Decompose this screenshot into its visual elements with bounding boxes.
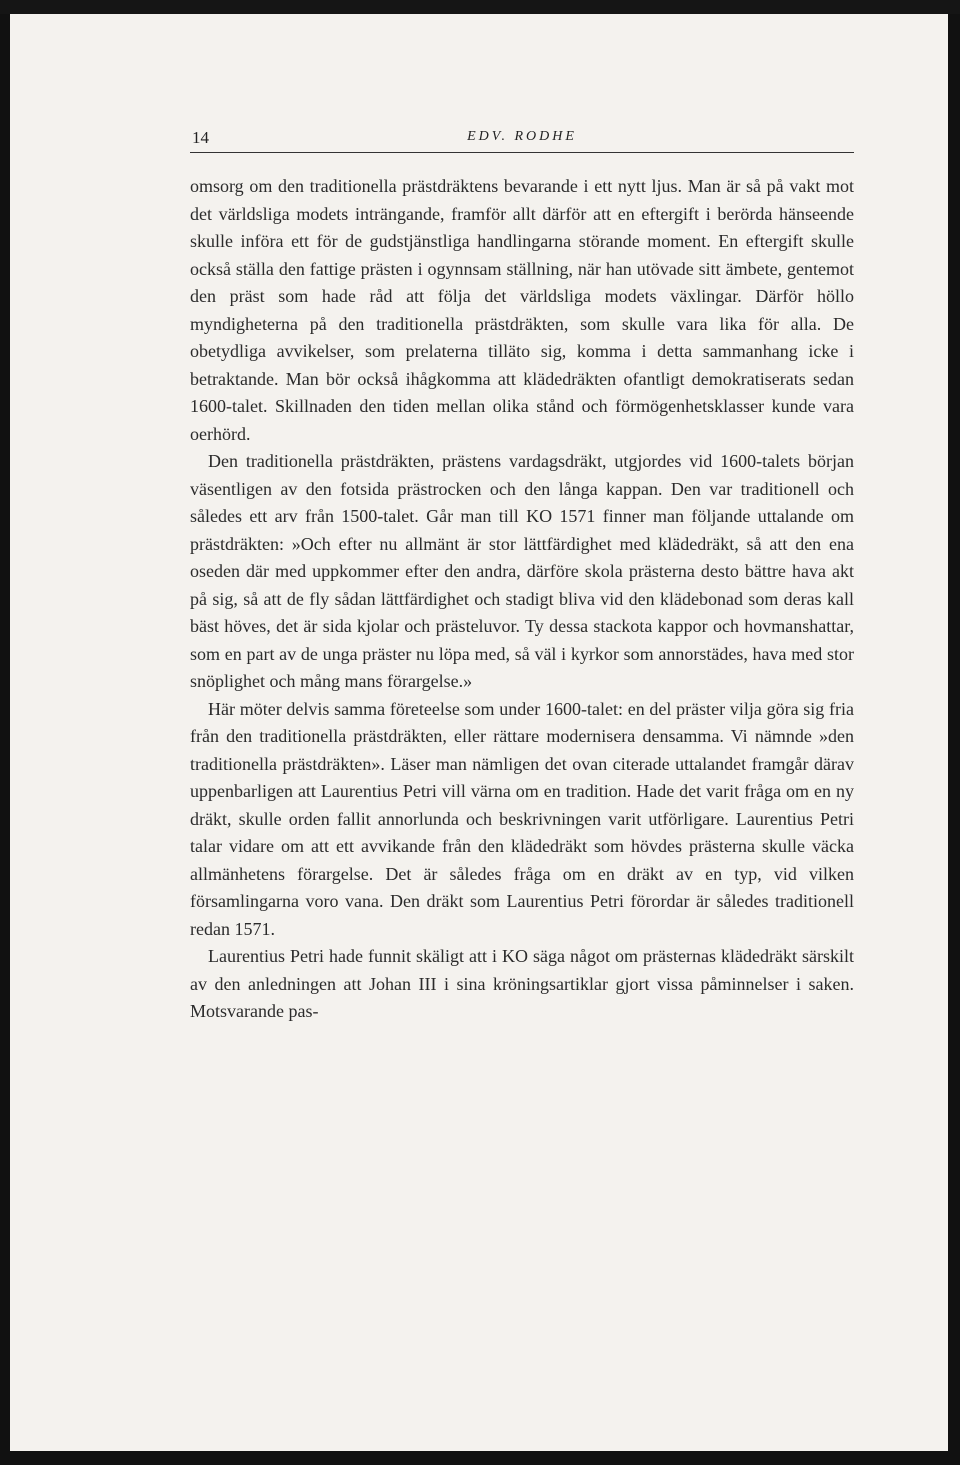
running-head-author: EDV. RODHE xyxy=(467,129,577,144)
page-number: 14 xyxy=(192,128,209,147)
running-header xyxy=(190,126,854,153)
paragraph: omsorg om den traditionella prästdräktens bevarande i ett nytt ljus. Man är så på vakt mot det världsliga modets inträngande, framför allt därför att en eftergift i berörda hänseende skulle införa ett för de gudstjänstliga handlingarna störande moment. En eftergift skulle också ställa den fattige prästen i ogynnsam ställning, när han utövade sitt ämbete, gentemot den präst som hade råd att följa det världsliga modets växlingar. Därför höllo myndigheterna på den traditionella prästdräkten, som skulle vara lika för alla. De obetydliga avvikelser, som prelaterna tilläto sig, komma i detta sammanhang icke i betraktande. Man bör också ihågkomma att klädedräkten ofantligt demokratiserats sedan 1600-talet. Skillnaden den tiden mellan olika stånd och förmögenhetsklasser kunde vara oerhörd. xyxy=(190,176,854,444)
scan-border xyxy=(0,0,960,14)
paragraph: Här möter delvis samma företeelse som under 1600-talet: en del präster vilja göra sig fria från den traditionella prästdräkten, eller rättare modernisera densamma. Vi nämnde »den traditionella prästdräkten». Läser man nämligen det ovan citerade uttalandet framgår därav uppenbarligen att Laurentius Petri vill värna om en tradition. Hade det varit fråga om en ny dräkt, skulle orden fallit annorlunda och beskrivningen varit utförligare. Laurentius Petri talar vidare om att ett avvikande från den klädedräkt som hövdes prästerna skulle väcka allmänhetens förargelse. Det är således fråga om en dräkt av en typ, vid vilken församlingarna voro vana. Den dräkt som Laurentius Petri förordar är således traditionell redan 1571. xyxy=(190,698,854,939)
body-text xyxy=(190,173,854,1026)
paragraph: Laurentius Petri hade funnit skäligt att i KO säga något om prästernas klädedräkt särskilt av den anledningen att Johan III i sina kröningsartiklar gjort vissa påminnelser i saken. Motsvarande pas- xyxy=(190,946,854,1021)
paragraph: Den traditionella prästdräkten, prästens vardagsdräkt, utgjordes vid 1600-talets början väsentligen av den fotsida prästrocken och den långa kappan. Den var traditionell och således ett arv från 1500-talet. Går man till KO 1571 finner man följande uttalande om prästdräkten: »Och efter nu allmänt är stor lättfärdighet med klädedräkt, så att den ena oseden där med uppkommer efter den andra, därföre skola prästerna desto bättre hava akt på sig, så att de fly sådan lättfärdighet och stadigt bliva vid den klädebonad som deras kall bäst höves, det är sida kjolar och prästeluvor. Ty dessa stackota kappor och hovmanshattar, som en part av de unga präster nu löpa med, så väl i kyrkor som annorstädes, hava med stor snöplighet och mång mans förargelse.» xyxy=(190,451,854,691)
